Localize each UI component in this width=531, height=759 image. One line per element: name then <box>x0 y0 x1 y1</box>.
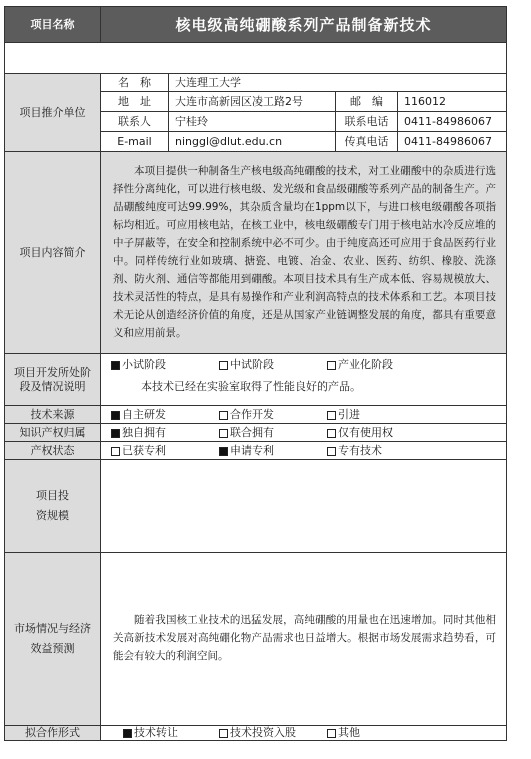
unit-label: 项目推介单位 <box>5 74 101 152</box>
ip-option-sole[interactable]: 独自拥有 <box>111 426 166 440</box>
source-option-coop[interactable]: 合作开发 <box>219 408 274 422</box>
market-content <box>101 553 506 726</box>
intro-label: 项目内容简介 <box>5 152 101 354</box>
email-field-value: ninggl@dlut.edu.cn <box>169 132 336 152</box>
project-form-table <box>4 6 507 741</box>
checkbox-empty-icon <box>327 361 336 370</box>
source-option-self[interactable]: 自主研发 <box>111 408 166 422</box>
stage-option-industrial[interactable]: 产业化阶段 <box>327 358 393 372</box>
checkbox-empty-icon <box>219 429 228 438</box>
checkbox-empty-icon <box>111 447 120 456</box>
checkbox-empty-icon <box>327 729 336 738</box>
address-field-value: 大连市高新园区凌工路2号 <box>169 92 336 112</box>
coop-option-other[interactable]: 其他 <box>327 726 360 740</box>
address-field-label: 地 址 <box>101 92 169 112</box>
status-option-patented[interactable]: 已获专利 <box>111 444 166 458</box>
checkbox-empty-icon <box>219 729 228 738</box>
ip-ownership-content <box>101 424 506 442</box>
source-content <box>101 406 506 424</box>
contact-field-value: 宁桂玲 <box>169 112 336 132</box>
checkbox-empty-icon <box>219 361 228 370</box>
intro-text: 本项目提供一种制备生产核电级高纯硼酸的技术，对工业硼酸中的杂质进行选择性分离纯化，可以进行核电级、发光级和食品级硼酸等系列产品的制备生产。产品硼酸纯度可达99.99%，其杂质含量均在1ppm以下，与进口核电级硼酸各项指标均相近。可应用核电站，在核工业中，核电级硼酸专门用于核电站水冷反应堆的中子屏蔽等，在安全和控制系统中必不可少。由于纯度高还可应用于食品医药行业中。同样传统行业如玻璃、搪瓷、电镀、冶金、农业、医药、纺织、橡胶、洗涤剂、防火剂、通信等都能用到硼酸。本项目技术具有生产成本低、容易规模放大、技术灵活性的特点，是具有易操作和产业利润高特点的技术体系和工艺。本项目技术无论从创造经济价值的角度，还是从国家产业链调整发展的角度，都具有重要意义和应用前景。 <box>113 165 496 339</box>
coop-option-equity[interactable]: 技术投资入股 <box>219 726 296 740</box>
checkbox-checked-icon <box>111 411 120 420</box>
postcode-field-label: 邮 编 <box>336 92 398 112</box>
checkbox-checked-icon <box>219 447 228 456</box>
intro-content <box>101 152 506 354</box>
ip-option-joint[interactable]: 联合拥有 <box>219 426 274 440</box>
name-field-value: 大连理工大学 <box>169 74 506 92</box>
stage-option-pilot-mid[interactable]: 中试阶段 <box>219 358 274 372</box>
market-text: 随着我国核工业技术的迅猛发展，高纯硼酸的用量也在迅速增加。同时其他相关高新技术发展对高纯硼化物产品需求也日益增大。根据市场发展需求趋势看，可能会有较大的利润空间。 <box>113 614 496 662</box>
checkbox-empty-icon <box>219 411 228 420</box>
source-option-import[interactable]: 引进 <box>327 408 360 422</box>
project-name-label: 项目名称 <box>5 7 101 43</box>
checkbox-checked-icon <box>123 729 132 738</box>
market-label: 市场情况与经济效益预测 <box>5 553 101 726</box>
blank-row <box>5 43 506 74</box>
checkbox-empty-icon <box>327 447 336 456</box>
project-title: 核电级高纯硼酸系列产品制备新技术 <box>101 7 506 43</box>
phone-field-label: 联系电话 <box>336 112 398 132</box>
source-label: 技术来源 <box>5 406 101 424</box>
investment-label: 项目投 资规模 <box>5 460 101 553</box>
ip-option-use-only[interactable]: 仅有使用权 <box>327 426 393 440</box>
phone-field-value: 0411-84986067 <box>398 112 506 132</box>
name-field-label: 名 称 <box>101 74 169 92</box>
checkbox-empty-icon <box>327 411 336 420</box>
cooperation-content <box>101 726 506 740</box>
checkbox-checked-icon <box>111 429 120 438</box>
checkbox-empty-icon <box>327 429 336 438</box>
contact-field-label: 联系人 <box>101 112 169 132</box>
stage-label: 项目开发所处阶段及情况说明 <box>5 354 101 406</box>
postcode-field-value: 116012 <box>398 92 506 112</box>
email-field-label: E-mail <box>101 132 169 152</box>
checkbox-checked-icon <box>111 361 120 370</box>
stage-note: 本技术已经在实验室取得了性能良好的产品。 <box>141 380 361 393</box>
ip-status-content <box>101 442 506 460</box>
fax-field-label: 传真电话 <box>336 132 398 152</box>
stage-option-pilot-small[interactable]: 小试阶段 <box>111 358 166 372</box>
cooperation-label: 拟合作形式 <box>5 726 101 740</box>
ip-status-label: 产权状态 <box>5 442 101 460</box>
status-option-proprietary[interactable]: 专有技术 <box>327 444 382 458</box>
fax-field-value: 0411-84986067 <box>398 132 506 152</box>
ip-ownership-label: 知识产权归属 <box>5 424 101 442</box>
investment-value <box>101 460 506 553</box>
coop-option-transfer[interactable]: 技术转让 <box>123 726 178 740</box>
stage-content <box>101 354 506 406</box>
status-option-applying[interactable]: 申请专利 <box>219 444 274 458</box>
